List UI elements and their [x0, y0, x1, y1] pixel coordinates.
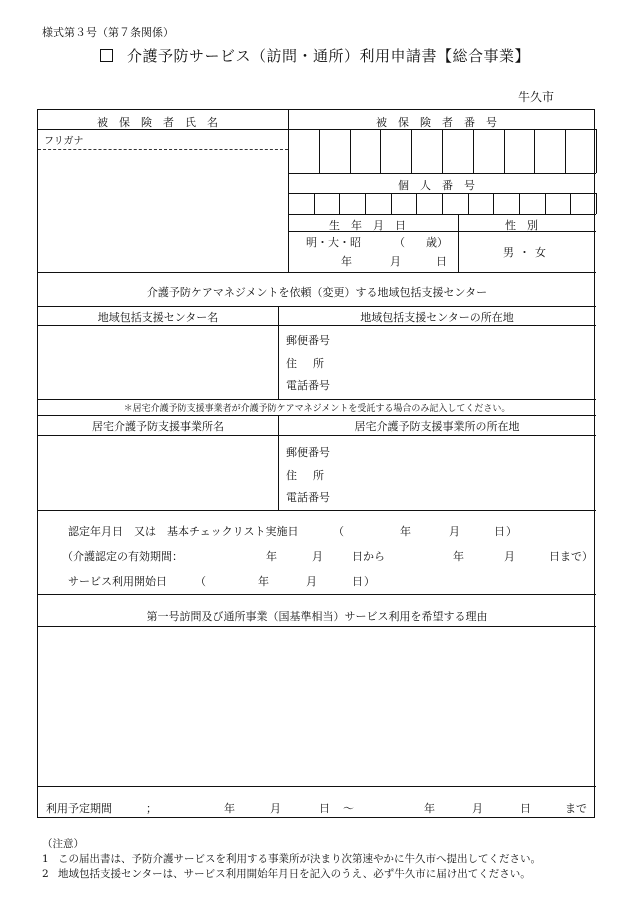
furigana-line [38, 149, 288, 150]
period-to-day: 日 [520, 802, 531, 815]
personal-number-boxes[interactable] [288, 193, 596, 214]
digit-box-divider [288, 193, 289, 214]
rule [38, 306, 596, 307]
insured-number-header: 被保険者番号 [376, 116, 508, 129]
cert-day: 日 [494, 525, 505, 538]
city-name: 牛久市 [517, 90, 554, 104]
rule [38, 129, 288, 130]
dob-year: 年 [341, 255, 352, 268]
provider-name-header: 居宅介護予防支援事業所名 [92, 420, 224, 433]
digit-box-divider [442, 193, 443, 214]
care-center-name-field[interactable] [42, 329, 274, 395]
note-item [42, 852, 541, 867]
period-until: まで [565, 802, 587, 815]
validity-from-label: 日から [352, 550, 385, 563]
digit-box-divider [365, 193, 366, 214]
care-center-address-label: 住所 [286, 357, 340, 370]
digit-box-divider [442, 129, 443, 173]
validity-label: （介護認定の有効期間： [62, 550, 183, 563]
digit-box-divider [596, 193, 597, 214]
gender-header: 性別 [505, 219, 549, 232]
digit-box-divider [339, 193, 340, 214]
era-options[interactable]: 明・大・昭 [306, 236, 361, 249]
digit-box-divider [314, 193, 315, 214]
cert-open-paren: （ [333, 525, 344, 538]
rule [38, 435, 596, 436]
care-center-phone-label: 電話番号 [286, 379, 330, 392]
start-month: 月 [306, 575, 317, 588]
digit-box-divider [416, 193, 417, 214]
period-label: 利用予定期間 [46, 802, 112, 815]
validity-until-label: 日まで） [549, 550, 593, 563]
period-tilde: ～ [343, 802, 354, 815]
provider-postal-label: 郵便番号 [286, 446, 330, 459]
gender-options[interactable]: 男・女 [503, 246, 551, 259]
cert-year: 年 [400, 525, 411, 538]
insured-number-boxes[interactable] [288, 129, 596, 173]
dob-month: 月 [390, 255, 401, 268]
personal-number-header: 個人番号 [398, 179, 486, 192]
form-code: 様式第３号（第７条関係） [42, 26, 174, 39]
rule [288, 214, 596, 215]
insured-name-header: 被保険者氏名 [97, 116, 229, 129]
title-text: 介護予防サービス（訪問・通所）利用申請書【総合事業】 [126, 47, 530, 65]
section-rule [38, 510, 596, 511]
start-date-label: サービス利用開始日 [68, 575, 167, 588]
section-rule [38, 786, 596, 787]
rule [288, 231, 596, 232]
period-to-year: 年 [424, 802, 435, 815]
digit-box-divider [473, 129, 474, 173]
title-checkbox[interactable] [100, 49, 113, 62]
insured-name-field[interactable] [42, 152, 284, 267]
provider-address-label: 住所 [286, 469, 340, 482]
cert-close-paren: ） [506, 525, 517, 538]
digit-box-divider [596, 129, 597, 173]
rule [38, 626, 596, 627]
start-close-paren: ） [364, 575, 375, 588]
digit-box-divider [319, 129, 320, 173]
digit-box-divider [570, 193, 571, 214]
age-open: （ [394, 236, 405, 249]
digit-box-divider [545, 193, 546, 214]
reason-field[interactable] [42, 630, 592, 780]
section-rule [38, 594, 596, 595]
digit-box-divider [534, 129, 535, 173]
cert-date-label: 認定年月日 又は 基本チェックリスト実施日 [68, 525, 299, 538]
period-colon: ； [146, 802, 157, 815]
dob-day: 日 [436, 255, 447, 268]
rule [38, 325, 596, 326]
digit-box-divider [519, 193, 520, 214]
care-center-postal-label: 郵便番号 [286, 334, 330, 347]
age-close: 歳） [426, 236, 448, 249]
application-form [37, 109, 595, 818]
rule [288, 173, 596, 174]
validity-from-year: 年 [266, 550, 277, 563]
validity-from-month: 月 [312, 550, 323, 563]
digit-box-divider [504, 129, 505, 173]
furigana-label: フリガナ [44, 136, 84, 147]
provider-phone-label: 電話番号 [286, 491, 330, 504]
note-text: この届出書は、予防介護サービスを利用する事業所が決まり次第速やかに牛久市へ提出してください。 [58, 853, 541, 865]
validity-to-month: 月 [504, 550, 515, 563]
digit-box-divider [350, 129, 351, 173]
digit-box-divider [391, 193, 392, 214]
validity-to-year: 年 [453, 550, 464, 563]
section-rule [38, 399, 596, 400]
start-open-paren: （ [195, 575, 206, 588]
care-center-name-header: 地域包括支援センター名 [97, 311, 219, 324]
reason-section-title: 第一号訪問及び通所事業（国基準相当）サービス利用を希望する理由 [146, 610, 488, 623]
divider-dob-gender [458, 214, 459, 272]
period-from-year: 年 [224, 802, 235, 815]
period-from-day: 日 [319, 802, 330, 815]
provider-address-header: 居宅介護予防支援事業所の所在地 [354, 420, 520, 433]
note-number: 2 [42, 868, 49, 880]
digit-box-divider [288, 129, 289, 173]
cert-month: 月 [449, 525, 460, 538]
care-center-address-header: 地域包括支援センターの所在地 [360, 311, 514, 324]
provider-name-field[interactable] [42, 439, 274, 506]
digit-box-divider [411, 129, 412, 173]
rule [38, 415, 596, 416]
digit-box-divider [380, 129, 381, 173]
digit-box-divider [468, 193, 469, 214]
start-year: 年 [258, 575, 269, 588]
note-item [42, 867, 541, 882]
notes-heading: （注意） [42, 838, 84, 850]
care-center-section-title: 介護予防ケアマネジメントを依頼（変更）する地域包括支援センター [146, 286, 488, 299]
dob-header: 生年月日 [329, 219, 417, 232]
document-title [0, 45, 630, 66]
provider-note: ＊居宅介護予防支援事業者が介護予防ケアマネジメントを受託する場合のみ記入してください。 [123, 404, 511, 414]
note-text: 地域包括支援センターは、サービス利用開始年月日を記入のうえ、必ず牛久市に届け出てください。 [58, 868, 531, 880]
notes [42, 837, 541, 882]
period-to-month: 月 [472, 802, 483, 815]
start-day: 日 [352, 575, 363, 588]
digit-box-divider [493, 193, 494, 214]
digit-box-divider [565, 129, 566, 173]
note-number: 1 [42, 853, 49, 865]
section-rule [38, 272, 596, 273]
period-from-month: 月 [270, 802, 281, 815]
